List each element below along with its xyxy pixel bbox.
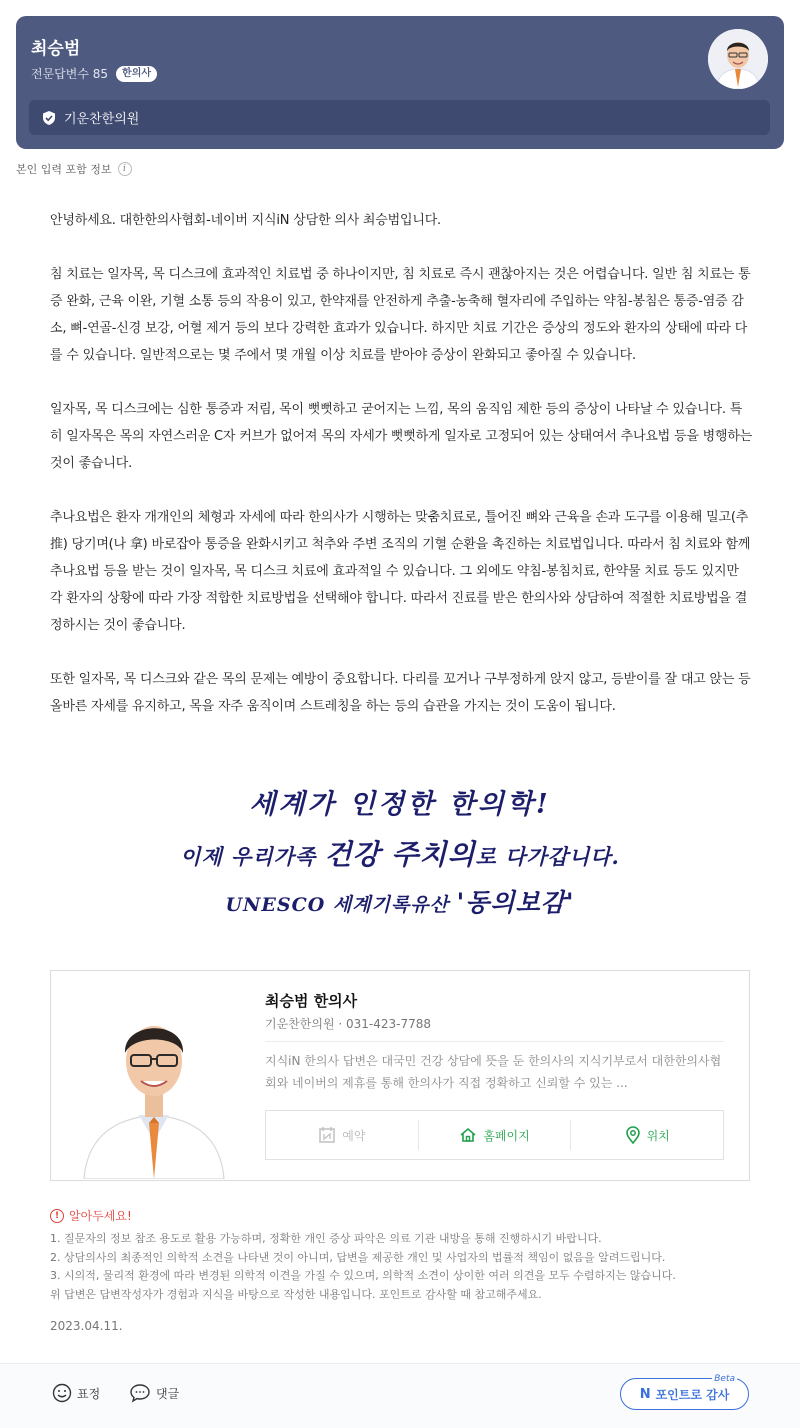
emotion-label: 표정	[77, 1386, 101, 1401]
banner-line-1: 세계가 인정한 한의학!	[249, 789, 551, 820]
doctor-portrait-icon	[79, 991, 229, 1179]
hospital-bar[interactable]	[29, 100, 770, 135]
naver-n-icon: N	[639, 1386, 651, 1402]
answer-date: 2023.04.11.	[50, 1319, 123, 1333]
comment-button[interactable]	[129, 1383, 179, 1403]
hospital-name: 기운찬한의원	[64, 112, 140, 127]
banner-line-2-a: 이제 우리가족	[180, 844, 325, 869]
emotion-button[interactable]	[52, 1383, 100, 1403]
notice-header	[50, 1207, 770, 1224]
reserve-label: 예약	[342, 1128, 366, 1143]
doctor-photo[interactable]	[79, 991, 229, 1179]
info-icon[interactable]: i	[118, 162, 132, 176]
expert-header-card	[16, 16, 784, 149]
avatar-portrait-icon	[708, 29, 768, 89]
comment-label: 댓글	[156, 1386, 180, 1401]
answer-body	[50, 207, 754, 747]
answer-paragraph: 일자목, 목 디스크에는 심한 통증과 저림, 목이 뻣뻣하고 굳어지는 느낌, 목의 움직임 제한 등의 증상이 나타날 수 있습니다. 특히 일자목은 목의 자연스러운 C자 커브가 없어져 목의 자세가 뻣뻣하게 일자로 고정되어 있는 상태여서 추나요법 등을 병행하는 것이 좋습니다.	[50, 402, 753, 471]
expert-avatar[interactable]	[708, 29, 768, 89]
homepage-label: 홈페이지	[483, 1128, 530, 1143]
banner-line-2-c: 로 다가갑니다.	[475, 844, 620, 869]
banner-line-3	[140, 883, 660, 919]
expert-meta	[31, 65, 157, 82]
notice-item: 2. 상담의사의 최종적인 의학적 소견을 나타낸 것이 아니며, 답변을 제공한 개인 및 사업자의 법률적 책임이 없음을 알려드립니다.	[50, 1250, 666, 1264]
notice-item: 3. 시의적, 물리적 환경에 따라 변경된 의학적 이견을 가질 수 있으며, 의학적 소견이 상이한 여러 의견을 모두 수렴하지는 않습니다.	[50, 1269, 676, 1282]
banner-line-2-b: 건강 주치의	[324, 838, 476, 871]
answer-paragraph: 또한 일자목, 목 디스크와 같은 목의 문제는 예방이 중요합니다. 다리를 꼬거나 구부정하게 앉지 않고, 등받이를 잘 대고 앉는 등 올바른 자세를 유지하고, 목을 자주 움직이며 스트레칭을 하는 등의 습관을 가지는 것이 도움이 됩니다.	[50, 672, 751, 714]
profile-description: 지식iN 한의사 답변은 대국민 건강 상담에 뜻을 둔 한의사의 지식기부로서 대한한의사협회와 네이버의 제휴를 통해 한의사가 직접 정확하고 신뢰할 수 있는 ...	[265, 1054, 722, 1090]
notice-section	[50, 1207, 770, 1304]
reserve-button[interactable]	[266, 1120, 418, 1150]
answer-footer	[0, 1364, 800, 1428]
answer-paragraph: 침 치료는 일자목, 목 디스크에 효과적인 치료법 중 하나이지만, 침 치료로 즉시 괜찮아지는 것은 어렵습니다. 일반 침 치료는 통증 완화, 근육 이완, 기혈 소통 등의 작용이 있고, 한약재를 안전하게 추출-농축해 혈자리에 주입하는 약침-봉침은 통증-염증 감소, 뼈-연골-신경 보강, 어혈 제거 등의 보다 강력한 효과가 있습니다. 하지만 치료 기간은 증상의 정도와 환자의 상태에 따라 다를 수 있습니다. 일반적으로는 몇 주에서 몇 개월 이상 치료를 받아야 증상이 완화되고 좋아질 수 있습니다.	[50, 267, 751, 363]
answer-paragraph: 추나요법은 환자 개개인의 체형과 자세에 따라 한의사가 시행하는 맞춤치료로, 틀어진 뼈와 근육을 손과 도구를 이용해 밀고(추 推) 당기며(나 拿) 바로잡아 통증을 완화시키고 척추와 주변 조직의 기혈 순환을 촉진하는 치료법입니다. 따라서 침 치료와 함께 추나요법 등을 받는 것이 일자목, 목 디스크 치료에 효과적일 수 있습니다. 그 외에도 약침-봉침치료, 한약물 치료 등도 있지만 각 환자의 상황에 따라 가장 적합한 치료방법을 선택해야 합니다. 따라서 진료를 받은 한의사와 상담하여 적절한 치료방법을 결정하시는 것이 좋습니다.	[50, 510, 751, 633]
banner-line-2	[140, 833, 660, 873]
homepage-button[interactable]	[418, 1120, 571, 1150]
answer-count: 전문답변수 85	[31, 67, 109, 81]
warning-icon: !	[50, 1209, 64, 1223]
home-icon	[459, 1126, 477, 1144]
expert-name[interactable]: 최승범	[31, 39, 81, 59]
profile-divider	[265, 1041, 724, 1042]
shield-check-icon	[41, 110, 57, 126]
map-pin-icon	[625, 1126, 641, 1144]
answer-paragraph: 안녕하세요. 대한한의사협회-네이버 지식iN 상담한 의사 최승범입니다.	[50, 213, 441, 228]
location-label: 위치	[646, 1128, 670, 1143]
profile-name[interactable]: 최승범 한의사	[265, 992, 358, 1010]
banner-line-3-b: '동의보감'	[456, 888, 575, 917]
doctor-badge: 한의사	[116, 66, 157, 82]
location-button[interactable]	[570, 1120, 723, 1150]
comment-bubble-icon	[129, 1383, 151, 1403]
notice-item: 1. 질문자의 정보 참조 용도로 활용 가능하며, 정확한 개인 증상 파악은 의료 기관 내방을 통해 진행하시기 바랍니다.	[50, 1232, 602, 1245]
beta-tag: Beta	[714, 1374, 735, 1384]
banner-line-3-a: UNESCO 세계기록유산	[225, 894, 457, 916]
doctor-profile-card	[50, 970, 750, 1181]
self-input-info	[16, 161, 132, 177]
promo-banner	[140, 780, 660, 915]
self-info-label: 본인 입력 포함 정보	[16, 163, 112, 176]
notice-list	[50, 1230, 770, 1304]
smile-icon	[52, 1383, 72, 1403]
calendar-icon	[318, 1126, 336, 1144]
notice-item: 위 답변은 답변작성자가 경험과 지식을 바탕으로 작성한 내용입니다. 포인트로 감사할 때 참고해주세요.	[50, 1287, 542, 1301]
profile-actions	[265, 1110, 724, 1160]
profile-hospital-phone: 기운찬한의원 · 031-423-7788	[265, 1017, 432, 1031]
point-thanks-label: 포인트로 감사	[655, 1387, 730, 1402]
notice-title: 알아두세요!	[69, 1209, 132, 1223]
